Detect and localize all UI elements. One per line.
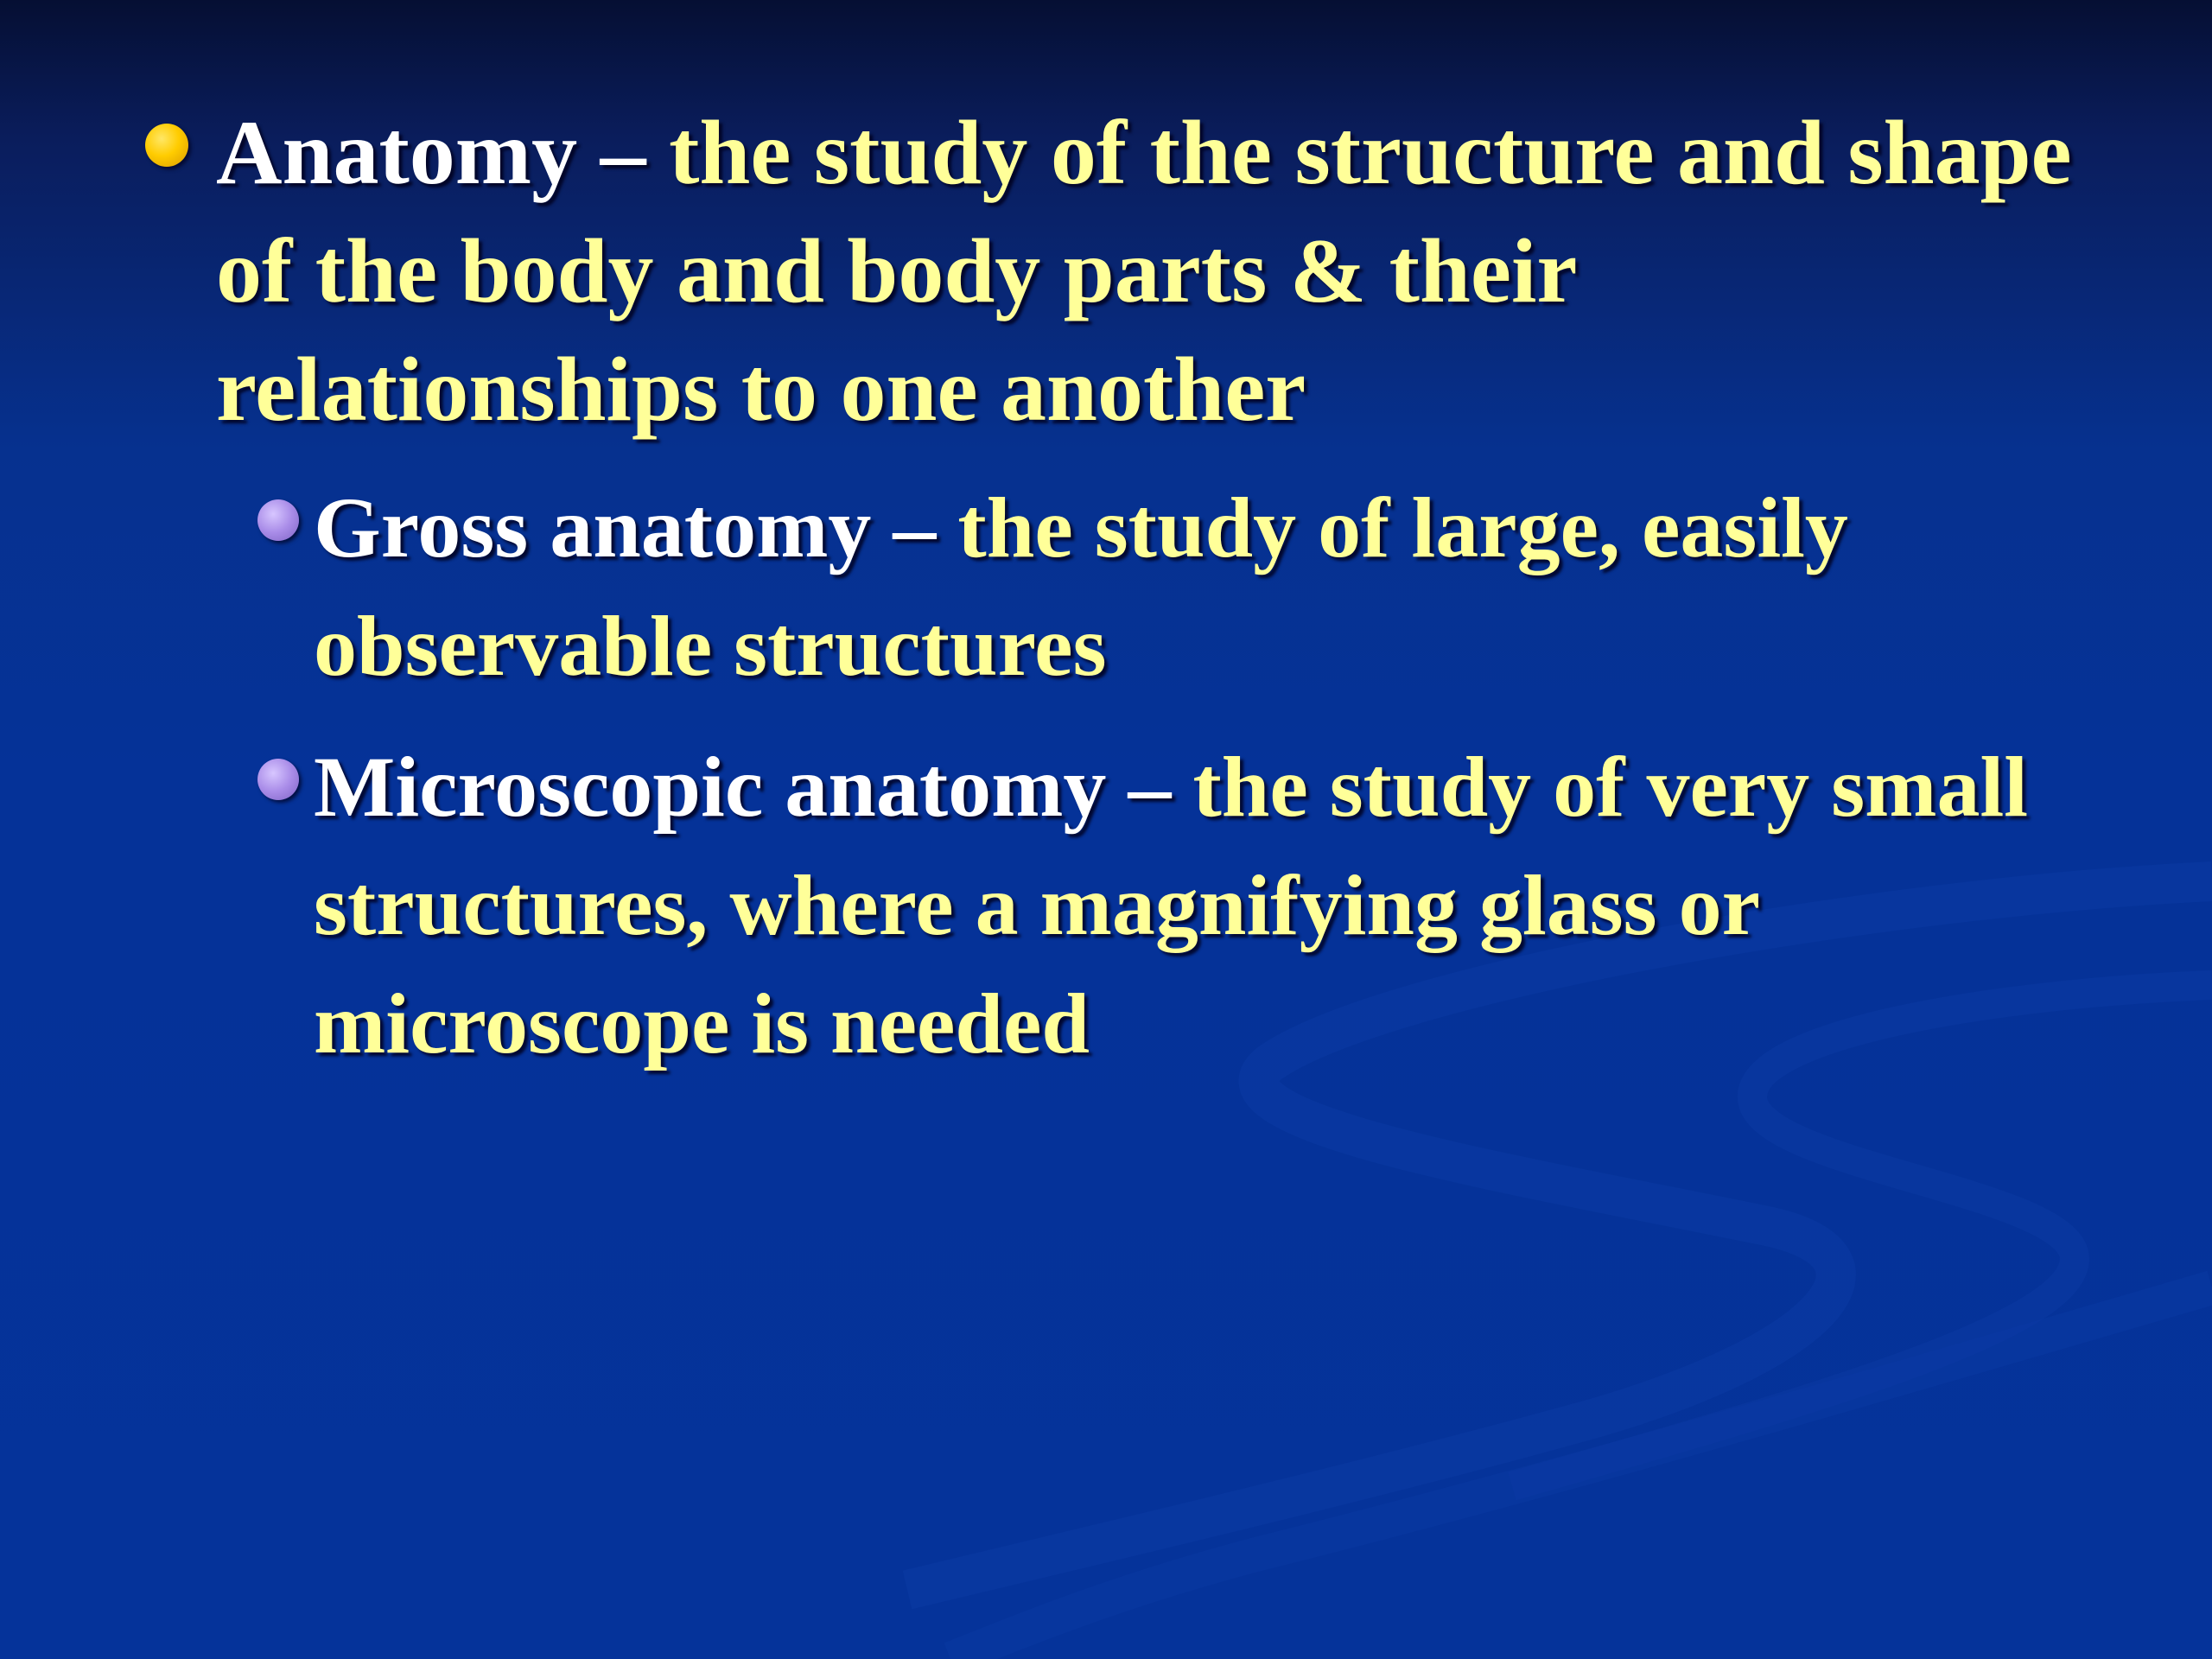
bullet-dot-level2 — [257, 759, 299, 800]
bullet-dot-level1 — [145, 124, 188, 167]
bullet-term: Gross anatomy — [314, 480, 872, 575]
bullet-definition: the study of very small structures, where a magnifying glass or microscope is needed — [314, 739, 2029, 1071]
bullet-term: Microscopic anatomy — [314, 739, 1107, 835]
bullet-term: Anatomy — [216, 102, 578, 203]
bullet-gross-anatomy — [314, 468, 2145, 705]
bullet-separator: – — [577, 102, 670, 203]
bullet-definition: the study of large, easily observable structures — [314, 480, 1848, 694]
bullet-anatomy — [216, 93, 2100, 448]
bullet-microscopic-anatomy — [314, 728, 2145, 1083]
bullet-dot-level2 — [257, 499, 299, 541]
bullet-separator: – — [1106, 739, 1193, 835]
bullet-separator: – — [871, 480, 958, 575]
bullet-definition: the study of the structure and shape of the body and body parts & their relationships to one another — [216, 102, 2072, 440]
